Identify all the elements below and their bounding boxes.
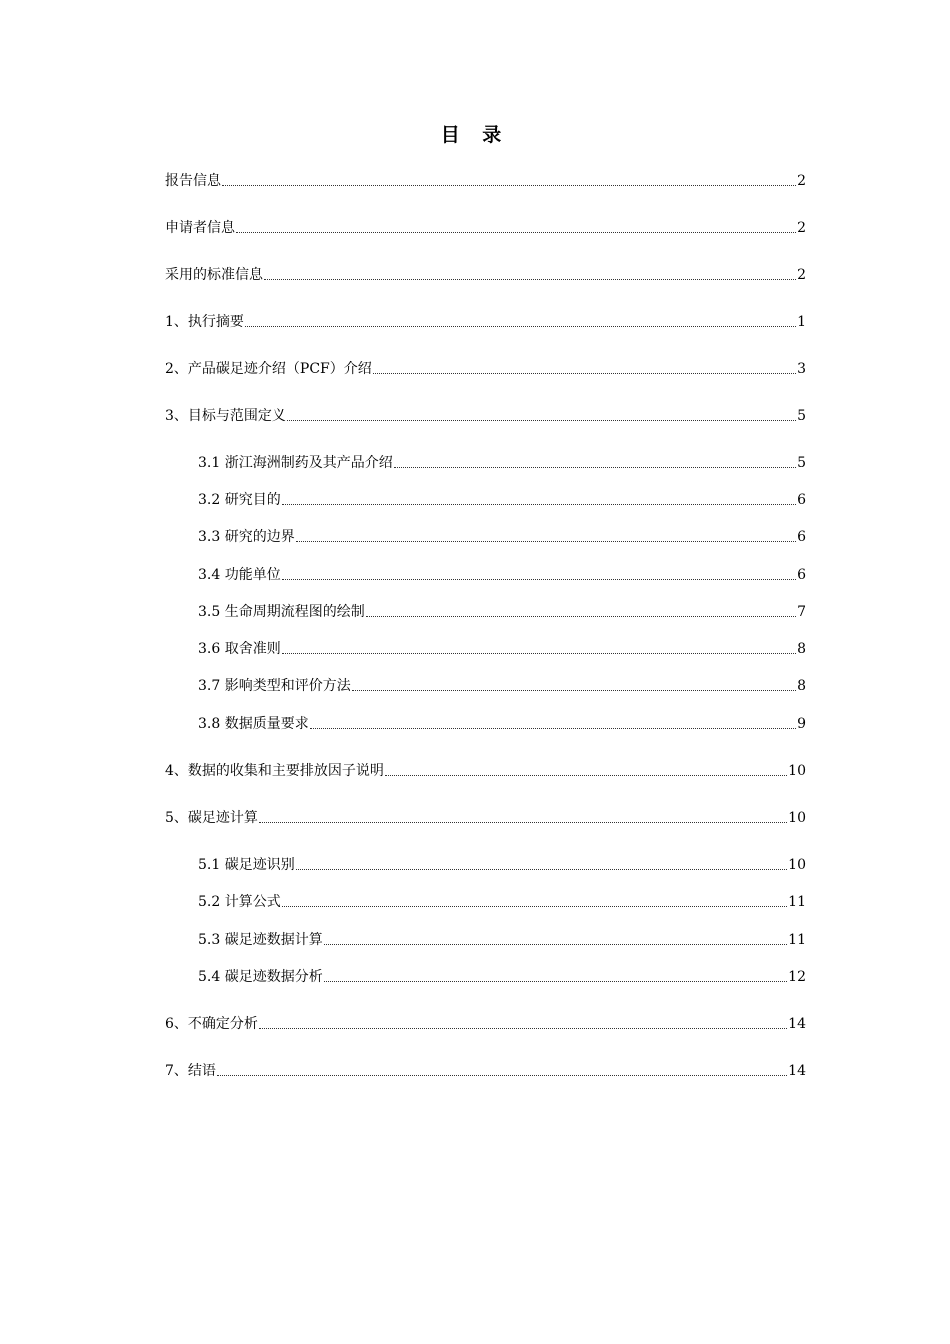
- dot-leader: [287, 408, 796, 421]
- toc-entry-standard-info[interactable]: [165, 266, 806, 284]
- toc-entry-label: 3.3 研究的边界: [198, 529, 295, 545]
- toc-entry-label: 3.2 研究目的: [198, 492, 281, 508]
- dot-leader: [236, 220, 796, 233]
- dot-leader: [259, 1016, 787, 1029]
- dot-leader: [296, 857, 787, 870]
- dot-leader: [222, 173, 796, 186]
- toc-entry-page: 14: [788, 1016, 806, 1032]
- toc-entry-page: 10: [788, 857, 806, 873]
- toc-entry-label: 5.2 计算公式: [198, 894, 281, 910]
- dot-leader: [245, 314, 796, 327]
- dot-leader: [264, 267, 796, 280]
- dot-leader: [352, 678, 796, 691]
- toc-entry-label: 5、碳足迹计算: [165, 810, 258, 826]
- toc-entry-label: 3.5 生命周期流程图的绘制: [198, 604, 365, 620]
- toc-entry-label: 报告信息: [165, 173, 221, 189]
- toc-entry-label: 5.1 碳足迹识别: [198, 857, 295, 873]
- toc-entry-label: 6、不确定分析: [165, 1016, 258, 1032]
- toc-entry-label: 采用的标准信息: [165, 267, 263, 283]
- toc-entry-label: 3.4 功能单位: [198, 567, 281, 583]
- toc-entry-page: 3: [797, 361, 806, 377]
- toc-entry-page: 2: [797, 173, 806, 189]
- dot-leader: [324, 969, 787, 982]
- toc-entry-section-3-6[interactable]: [198, 640, 806, 658]
- toc-entry-section-5[interactable]: [165, 809, 806, 827]
- toc-entry-label: 3.1 浙江海洲制药及其产品介绍: [198, 455, 393, 471]
- dot-leader: [366, 604, 796, 617]
- toc-entry-section-3[interactable]: [165, 407, 806, 425]
- toc-entry-page: 1: [797, 314, 806, 330]
- toc-entry-section-7[interactable]: [165, 1062, 806, 1080]
- toc-entry-section-3-3[interactable]: [198, 528, 806, 546]
- toc-entry-page: 12: [788, 969, 806, 985]
- toc-entry-label: 2、产品碳足迹介绍（PCF）介绍: [165, 361, 372, 377]
- toc-entry-page: 2: [797, 267, 806, 283]
- dot-leader: [310, 716, 796, 729]
- toc-entry-section-2[interactable]: [165, 360, 806, 378]
- toc-entry-label: 5.4 碳足迹数据分析: [198, 969, 323, 985]
- toc-entry-page: 6: [797, 492, 806, 508]
- toc-entry-page: 10: [788, 810, 806, 826]
- toc-entry-section-5-3[interactable]: [198, 931, 806, 949]
- toc-entry-label: 3.7 影响类型和评价方法: [198, 678, 351, 694]
- toc-entry-page: 14: [788, 1063, 806, 1079]
- toc-entry-page: 8: [797, 678, 806, 694]
- dot-leader: [373, 361, 796, 374]
- toc-title: 目 录: [440, 124, 510, 146]
- toc-entry-label: 3.8 数据质量要求: [198, 716, 309, 732]
- toc-entry-section-5-2[interactable]: [198, 893, 806, 911]
- toc-entry-applicant-info[interactable]: [165, 219, 806, 237]
- toc-entry-section-1[interactable]: [165, 313, 806, 331]
- toc-entry-label: 7、结语: [165, 1063, 216, 1079]
- toc-entry-page: 11: [788, 932, 806, 948]
- toc-entry-label: 3、目标与范围定义: [165, 408, 286, 424]
- toc-entry-section-3-7[interactable]: [198, 677, 806, 695]
- dot-leader: [296, 529, 796, 542]
- toc-entry-section-6[interactable]: [165, 1015, 806, 1033]
- toc-entry-label: 1、执行摘要: [165, 314, 244, 330]
- dot-leader: [394, 455, 796, 468]
- toc-entry-page: 5: [797, 455, 806, 471]
- dot-leader: [217, 1063, 787, 1076]
- toc-entry-page: 6: [797, 567, 806, 583]
- toc-entry-section-3-5[interactable]: [198, 603, 806, 621]
- dot-leader: [282, 492, 796, 505]
- toc-entry-label: 申请者信息: [165, 220, 235, 236]
- toc-entry-page: 10: [788, 763, 806, 779]
- toc-entry-section-3-8[interactable]: [198, 715, 806, 733]
- dot-leader: [259, 810, 787, 823]
- toc-entry-page: 9: [797, 716, 806, 732]
- dot-leader: [282, 567, 796, 580]
- toc-entry-page: 6: [797, 529, 806, 545]
- toc-entry-section-5-4[interactable]: [198, 968, 806, 986]
- toc-entry-page: 2: [797, 220, 806, 236]
- dot-leader: [324, 932, 787, 945]
- toc-entry-page: 7: [797, 604, 806, 620]
- toc-entry-section-4[interactable]: [165, 762, 806, 780]
- toc-entry-section-3-1[interactable]: [198, 454, 806, 472]
- toc-entry-section-3-2[interactable]: [198, 491, 806, 509]
- dot-leader: [385, 763, 787, 776]
- toc-entry-report-info[interactable]: [165, 172, 806, 190]
- dot-leader: [282, 894, 787, 907]
- toc-entry-page: 8: [797, 641, 806, 657]
- toc-entry-label: 5.3 碳足迹数据计算: [198, 932, 323, 948]
- dot-leader: [282, 641, 796, 654]
- toc-entry-section-3-4[interactable]: [198, 566, 806, 584]
- toc-entry-page: 11: [788, 894, 806, 910]
- toc-entry-page: 5: [797, 408, 806, 424]
- toc-entry-section-5-1[interactable]: [198, 856, 806, 874]
- toc-entry-label: 3.6 取舍准则: [198, 641, 281, 657]
- toc-entry-label: 4、数据的收集和主要排放因子说明: [165, 763, 384, 779]
